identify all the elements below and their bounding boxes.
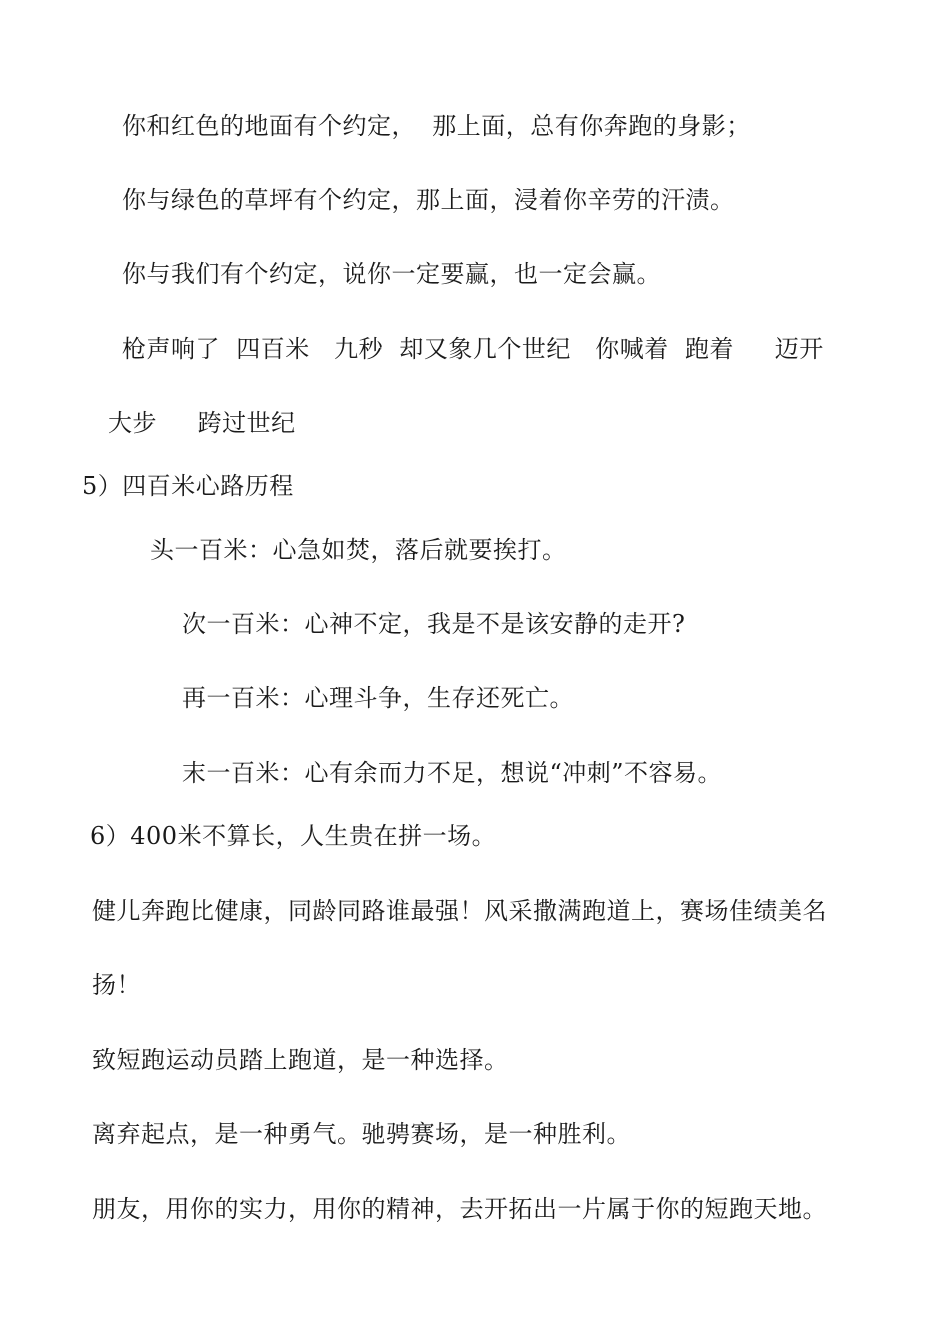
stage-first-hundred: 头一百米：心急如焚，落后就要挨打。 [150,536,567,564]
stage-third-hundred: 再一百米：心理斗争，生存还死亡。 [182,684,574,712]
cheer-line-1-cont: 扬！ [92,971,141,999]
cheer-line-1: 健儿奔跑比健康，同龄同路谁最强！风采撒满跑道上，赛场佳绩美名 [92,897,827,925]
poem-line-promise-win: 你与我们有个约定，说你一定要赢，也一定会赢。 [122,260,661,288]
section-heading-5: 5）四百米心路历程 [82,472,294,500]
stage-second-hundred: 次一百米：心神不定，我是不是该安静的走开? [182,610,686,638]
stage-last-hundred: 末一百米：心有余而力不足，想说“冲刺”不容易。 [182,759,723,787]
dedication-line-2: 离弃起点，是一种勇气。驰骋赛场，是一种胜利。 [92,1120,631,1148]
poem-line-gunshot: 枪声响了 四百米 九秒 却又象几个世纪 你喊着 跑着 迈开 [122,335,824,363]
dedication-line-3: 朋友，用你的实力，用你的精神，去开拓出一片属于你的短跑天地。 [92,1195,827,1223]
dedication-line-1: 致短跑运动员踏上跑道，是一种选择。 [92,1046,509,1074]
poem-line-green-lawn: 你与绿色的草坪有个约定，那上面，浸着你辛劳的汗渍。 [122,186,735,214]
poem-line-stride: 大步 跨过世纪 [108,409,296,437]
section-heading-6: 6）400米不算长，人生贵在拼一场。 [90,822,497,850]
poem-line-red-ground: 你和红色的地面有个约定， 那上面，总有你奔跑的身影； [122,112,751,140]
